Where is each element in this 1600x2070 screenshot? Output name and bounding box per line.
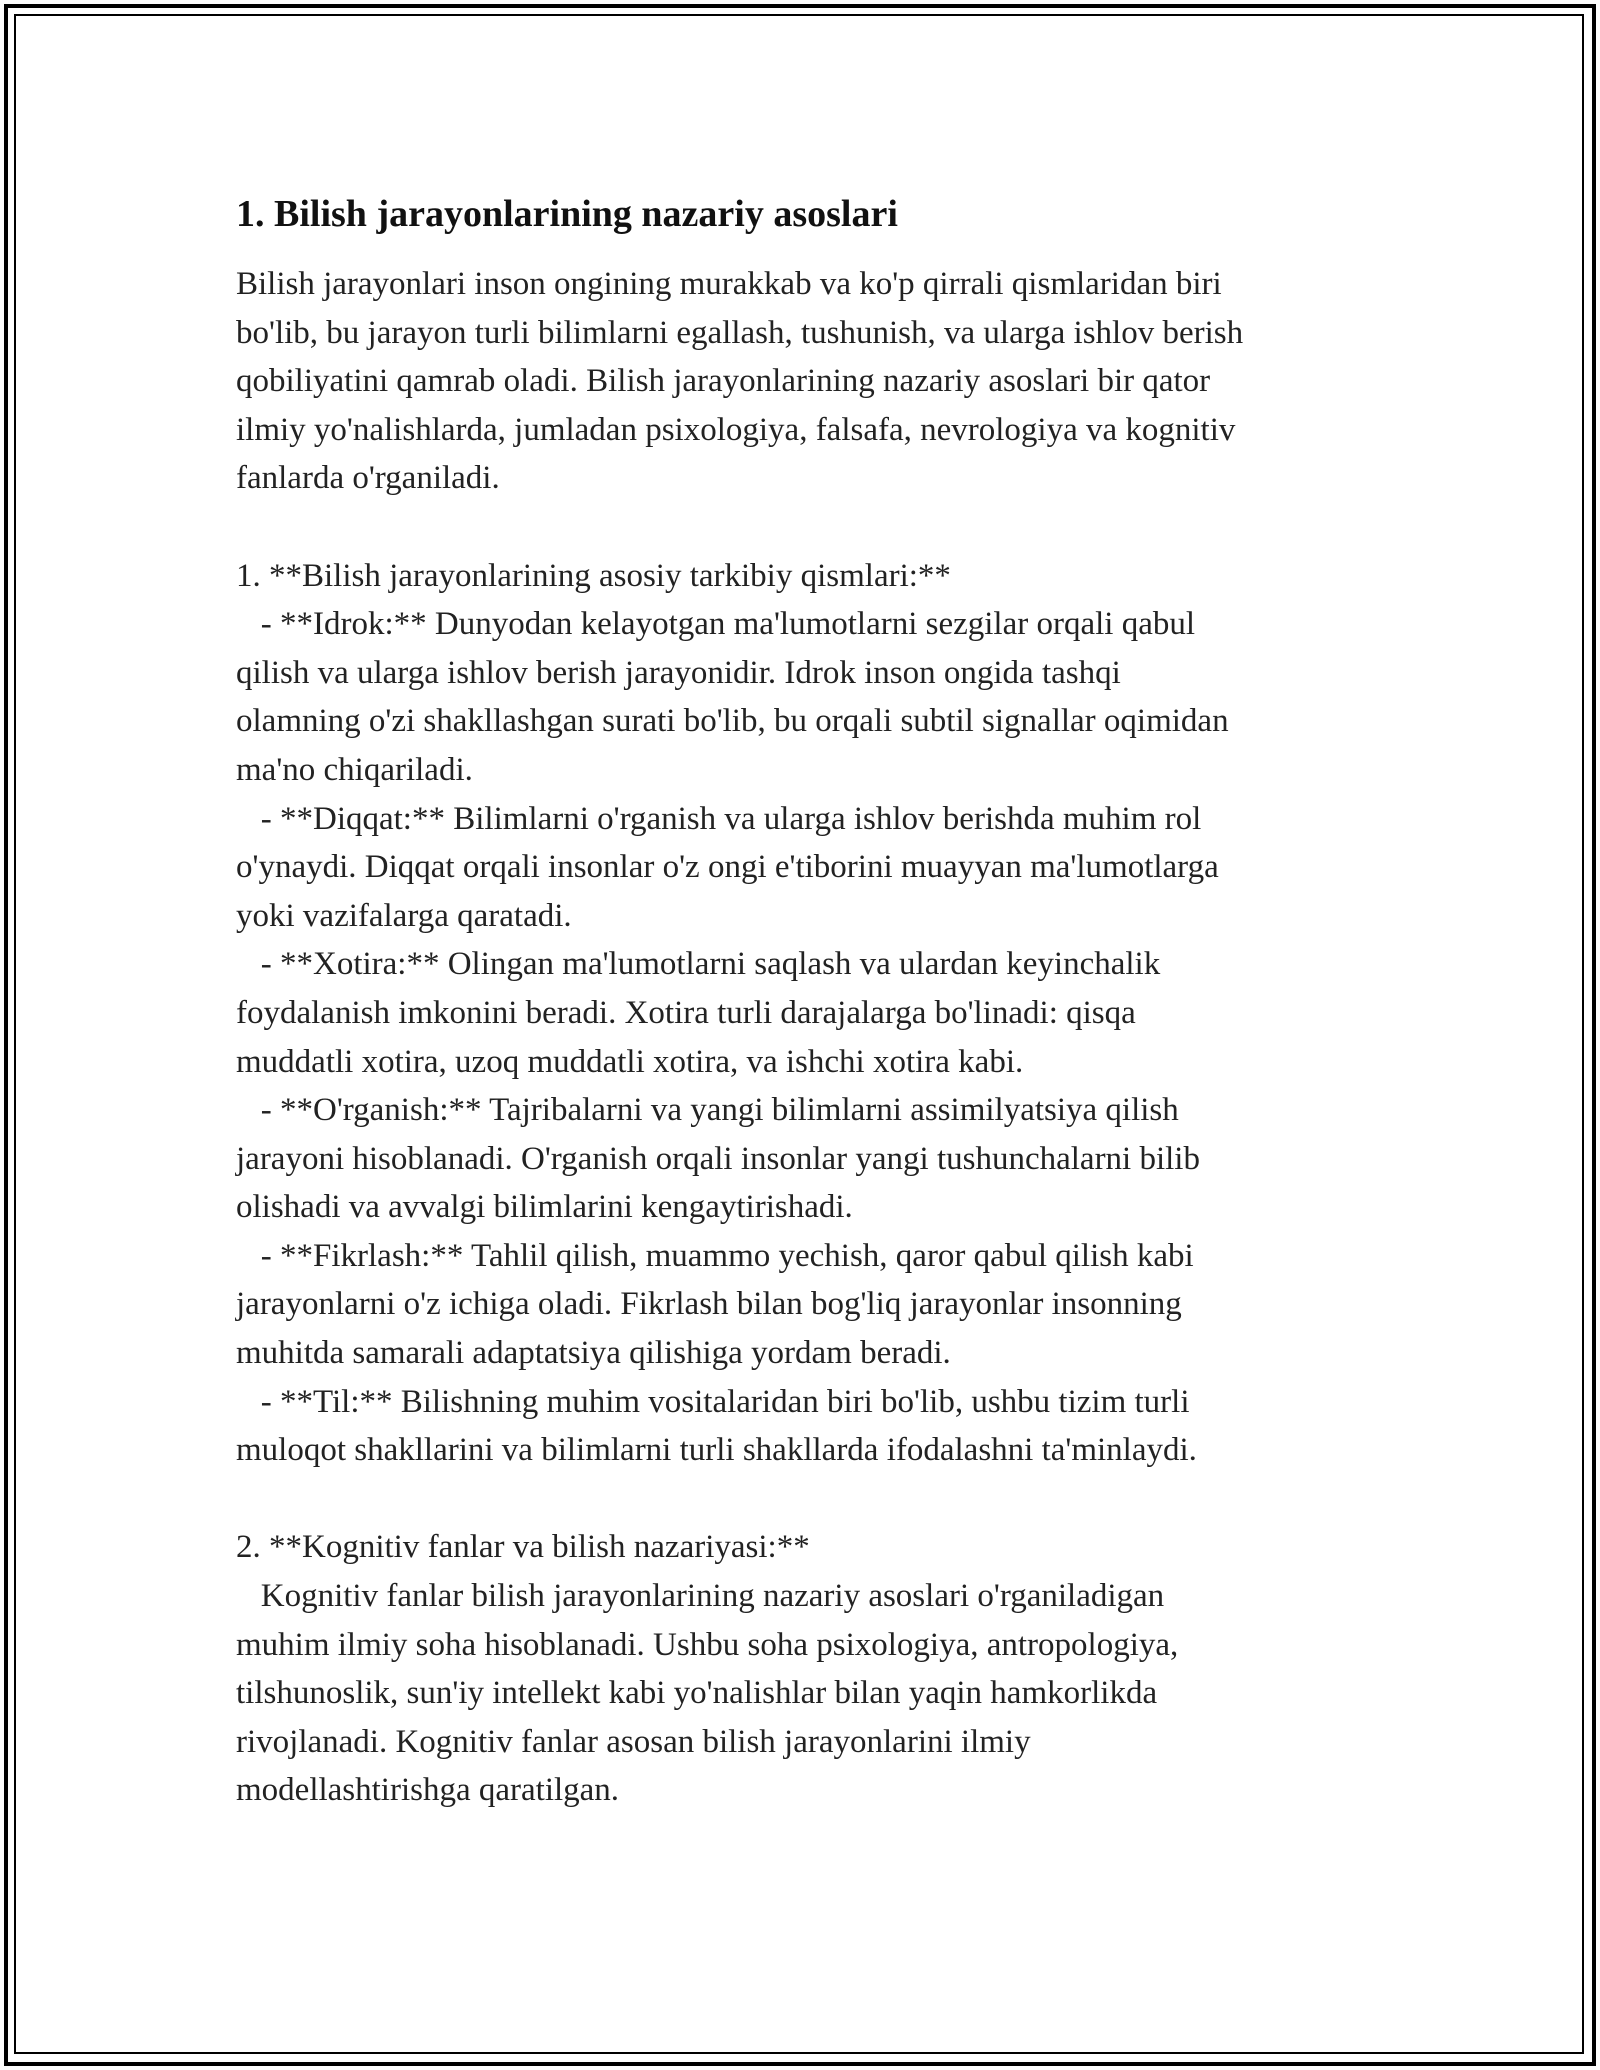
body-text: Bilish jarayonlari inson ongining murakkab va ko'p qirrali qismlaridan biri bo'lib, bu jarayon turli bilimlarni egallash, tushunish, va ularga ishlov berish qobiliyatini qamrab oladi. Bilish jarayonlarining nazariy asoslari bir qator ilmiy yo'nalishlarda, jumladan psixologiya, falsafa, nevrologiya va kognitiv fanlarda o'rganiladi. 1. **Bilish jarayonlarining asosiy tarkibiy qismlari:** - **Idrok:** Dunyodan kelayotgan ma'lumotlarni sezgilar orqali qabul qilish va ularga ishlov berish jarayonidir. Idrok inson ongida tashqi olamning o'zi shakllashgan surati bo'lib, bu orqali subtil signallar oqimidan ma'no chiqariladi. - **Diqqat:** Bilimlarni o'rganish va ularga ishlov berishda muhim rol o'ynaydi. Diqqat orqali insonlar o'z ongi e'tiborini muayyan ma'lumotlarga yoki vazifalarga qaratadi. - **Xotira:** Olingan ma'lumotlarni saqlash va ulardan keyinchalik foydalanish imkonini beradi. Xotira turli darajalarga bo'linadi: qisqa muddatli xotira, uzoq muddatli xotira, va ishchi xotira kabi. - **O'rganish:** Tajribalarni va yangi bilimlarni assimilyatsiya qilish jarayoni hisoblanadi. O'rganish orqali insonlar yangi tushunchalarni bilib olishadi va avvalgi bilimlarini kengaytirishadi. - **Fikrlash:** Tahlil qilish, muammo yechish, qaror qabul qilish kabi jarayonlarni o'z ichiga oladi. Fikrlash bilan bog'liq jarayonlar insonning muhitda samarali adaptatsiya qilishiga yordam beradi. - **Til:** Bilishning muhim vositalaridan biri bo'lib, ushbu tizim turli muloqot shakllarini va bilimlarni turli shakllarda ifodalashni ta'minlaydi. 2. **Kognitiv fanlar va bilish nazariyasi:** Kognitiv fanlar bilish jarayonlarining nazariy asoslari o'rganiladigan muhim ilmiy soha hisoblanadi. Ushbu soha psixologiya, antropologiya, tilshunoslik, sun'iy intellekt kabi yo'nalishlar bilan yaqin hamkorlikda rivojlanadi. Kognitiv fanlar asosan bilish jarayonlarini ilmiy modellashtirishga qaratilgan. — [236, 266, 1244, 1809]
section-heading: 1. Bilish jarayonlarining nazariy asoslari — [236, 193, 898, 235]
document-content — [236, 186, 1366, 1815]
